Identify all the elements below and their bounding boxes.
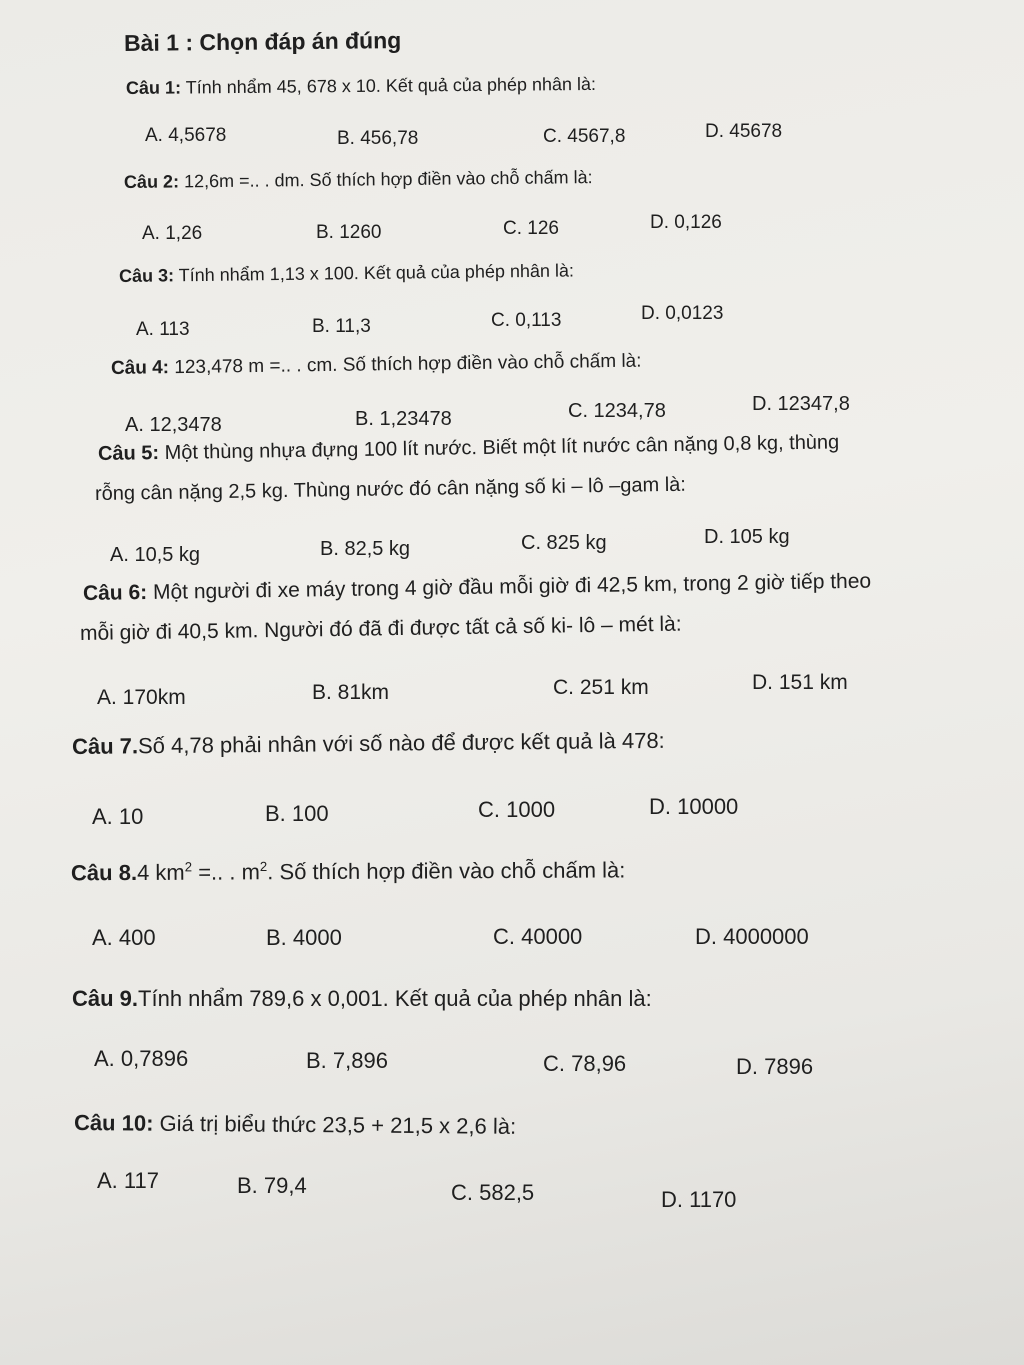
question-5-option-a: A. 10,5 kg (110, 544, 201, 566)
question-4-text: 123,478 m =.. . cm. Số thích hợp điền vào chỗ chấm là: (174, 350, 642, 379)
question-2-text: 12,6m =.. . dm. Số thích hợp điền vào chỗ chấm là: (183, 167, 593, 192)
question-3 (119, 260, 574, 287)
question-8-superscript-a: 2 (184, 859, 193, 875)
question-4-label: Câu 4: (110, 357, 170, 379)
question-6-option-d: D. 151 km (752, 671, 848, 694)
question-3-option-a: A. 113 (136, 319, 190, 340)
question-6-label: Câu 6: (82, 580, 148, 605)
question-6-text-line-2: mỗi giờ đi 40,5 km. Người đó đã đi được tất cả số ki- lô – mét là: (79, 612, 682, 645)
question-9 (72, 986, 652, 1012)
question-5-label: Câu 5: (97, 442, 160, 465)
question-7-option-b: B. 100 (265, 801, 329, 826)
question-7-option-a: A. 10 (92, 804, 144, 829)
page-title: Bài 1 : Chọn đáp án đúng (123, 27, 402, 56)
question-8-text-c: . Số thích hợp điền vào chỗ chấm là: (267, 857, 626, 885)
question-7-text: Số 4,78 phải nhân với số nào để được kết quả là 478: (137, 727, 665, 759)
question-4 (111, 351, 642, 380)
question-2-option-c: C. 126 (503, 218, 559, 239)
question-4-option-a: A. 12,3478 (125, 414, 222, 436)
question-7-option-d: D. 10000 (649, 794, 739, 819)
question-8-option-d: D. 4000000 (695, 924, 809, 949)
question-9-option-c: C. 78,96 (543, 1051, 627, 1076)
question-6-option-c: C. 251 km (553, 676, 649, 699)
question-10-text: Giá trị biểu thức 23,5 + 21,5 x 2,6 là: (159, 1110, 517, 1139)
question-3-label: Câu 3: (118, 265, 175, 286)
question-2 (124, 167, 593, 193)
question-8-text-b: =.. . m (191, 859, 260, 885)
question-10-option-b: B. 79,4 (237, 1173, 307, 1198)
question-6-option-b: B. 81km (312, 681, 390, 704)
question-10-option-c: C. 582,5 (451, 1180, 535, 1205)
question-10 (74, 1110, 516, 1140)
question-3-text: Tính nhẩm 1,13 x 100. Kết quả của phép nhân là: (178, 260, 575, 286)
question-5-text-line-2: rỗng cân nặng 2,5 kg. Thùng nước đó cân nặng số ki – lô –gam là: (94, 473, 687, 505)
question-6-line-2 (80, 613, 682, 646)
question-9-text: Tính nhẩm 789,6 x 0,001. Kết quả của phép nhân là: (138, 986, 652, 1011)
question-1-option-c: C. 4567,8 (543, 126, 626, 147)
question-6-text-line-1: Một người đi xe máy trong 4 giờ đầu mỗi giờ đi 42,5 km, trong 2 giờ tiếp theo (152, 569, 872, 604)
question-1 (126, 74, 596, 99)
question-10-label: Câu 10: (73, 1110, 154, 1136)
question-2-option-d: D. 0,126 (650, 212, 722, 233)
question-5-option-c: C. 825 kg (521, 532, 607, 554)
question-6-line-1 (83, 570, 871, 606)
question-4-option-d: D. 12347,8 (752, 393, 850, 415)
question-2-option-a: A. 1,26 (142, 223, 203, 244)
question-8-label: Câu 8. (70, 859, 138, 886)
question-1-option-b: B. 456,78 (337, 128, 419, 149)
question-8-text-a: 4 km (136, 859, 185, 885)
question-7-label: Câu 7. (71, 733, 139, 759)
question-1-option-d: D. 45678 (705, 121, 783, 142)
question-5-text-line-1: Một thùng nhựa đựng 100 lít nước. Biết một lít nước cân nặng 0,8 kg, thùng (164, 431, 840, 464)
question-8-option-a: A. 400 (92, 925, 156, 950)
question-1-text: Tính nhẩm 45, 678 x 10. Kết quả của phép nhân là: (185, 73, 597, 98)
question-2-option-b: B. 1260 (316, 222, 382, 243)
question-8-option-b: B. 4000 (266, 925, 342, 950)
question-5-option-b: B. 82,5 kg (320, 538, 411, 560)
question-7 (72, 728, 665, 760)
question-1-label: Câu 1: (125, 77, 182, 98)
question-3-option-b: B. 11,3 (312, 316, 371, 337)
question-3-option-c: C. 0,113 (491, 310, 562, 331)
question-4-option-b: B. 1,23478 (355, 408, 452, 430)
question-5-option-d: D. 105 kg (704, 526, 790, 548)
question-4-option-c: C. 1234,78 (568, 400, 666, 422)
question-7-option-c: C. 1000 (478, 797, 556, 822)
question-9-option-a: A. 0,7896 (94, 1046, 189, 1071)
question-1-option-a: A. 4,5678 (145, 125, 227, 146)
question-5-line-2 (95, 474, 686, 506)
question-6-option-a: A. 170km (97, 686, 186, 709)
question-8-superscript-b: 2 (259, 858, 268, 875)
question-8-option-c: C. 40000 (493, 924, 583, 949)
question-9-option-b: B. 7,896 (306, 1048, 388, 1073)
question-3-option-d: D. 0,0123 (641, 303, 724, 324)
question-8 (71, 857, 625, 886)
question-10-option-d: D. 1170 (661, 1187, 737, 1212)
question-9-option-d: D. 7896 (736, 1054, 814, 1079)
question-2-label: Câu 2: (123, 171, 180, 192)
question-9-label: Câu 9. (72, 986, 139, 1011)
question-10-option-a: A. 117 (97, 1168, 159, 1193)
